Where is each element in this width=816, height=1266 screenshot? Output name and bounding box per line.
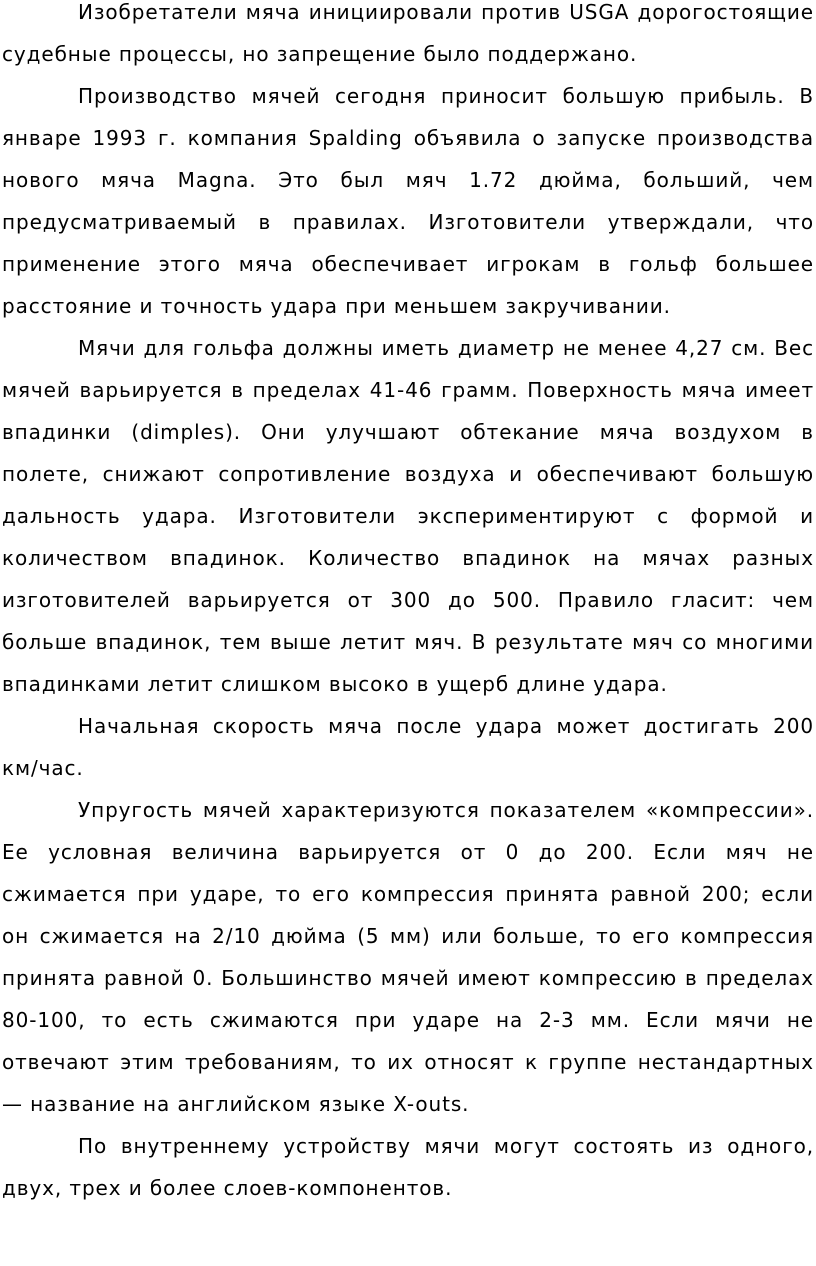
paragraph-dimples: Мячи для гольфа должны иметь диаметр не менее 4,27 см. Вес мячей варьируется в пределах 41-46 грамм. Поверхность мяча имеет впадинки (dimples). Они улучшают обтекание мяча воздухом в полете, снижают сопротивление воздуха и обеспечивают большую дальность удара. Изготовители экспериментируют с формой и количеством впадинок. Количество впадинок на мячах разных изготовителей варьируется от 300 до 500. Правило гласит: чем больше впадинок, тем выше летит мяч. В результате мяч со многими впадинками летит слишком высоко в ущерб длине удара. <box>2 336 814 696</box>
paragraph-initial-speed: Начальная скорость мяча после удара может достигать 200 км/час. <box>2 714 814 780</box>
paragraph-compression: Упругость мячей характеризуются показателем «компрессии». Ее условная величина варьируется от 0 до 200. Если мяч не сжимается при ударе, то его компрессия принята равной 200; если он сжимается на 2/10 дюйма (5 мм) или больше, то его компрессия принята равной 0. Большинство мячей имеют компрессию в пределах 80-100, то есть сжимаются при ударе на 2-3 мм. Если мячи не отвечают этим требованиям, то их относят к группе нестандартных — название на английском языке X-outs. <box>2 798 814 1116</box>
paragraph-construction: По внутреннему устройству мячи могут состоять из одного, двух, трех и более слоев-компонентов. <box>2 1134 814 1200</box>
paragraph-magna-ball: Производство мячей сегодня приносит большую прибыль. В январе 1993 г. компания Spalding объявила о запуске производства нового мяча Magna. Это был мяч 1.72 дюйма, больший, чем предусматриваемый в правилах. Изготовители утверждали, что применение этого мяча обеспечивает игрокам в гольф большее расстояние и точность удара при меньшем закручивании. <box>2 84 814 318</box>
paragraph-lawsuits: Изобретатели мяча инициировали против USGA дорогостоящие судебные процессы, но запрещение было поддержано. <box>2 0 814 66</box>
